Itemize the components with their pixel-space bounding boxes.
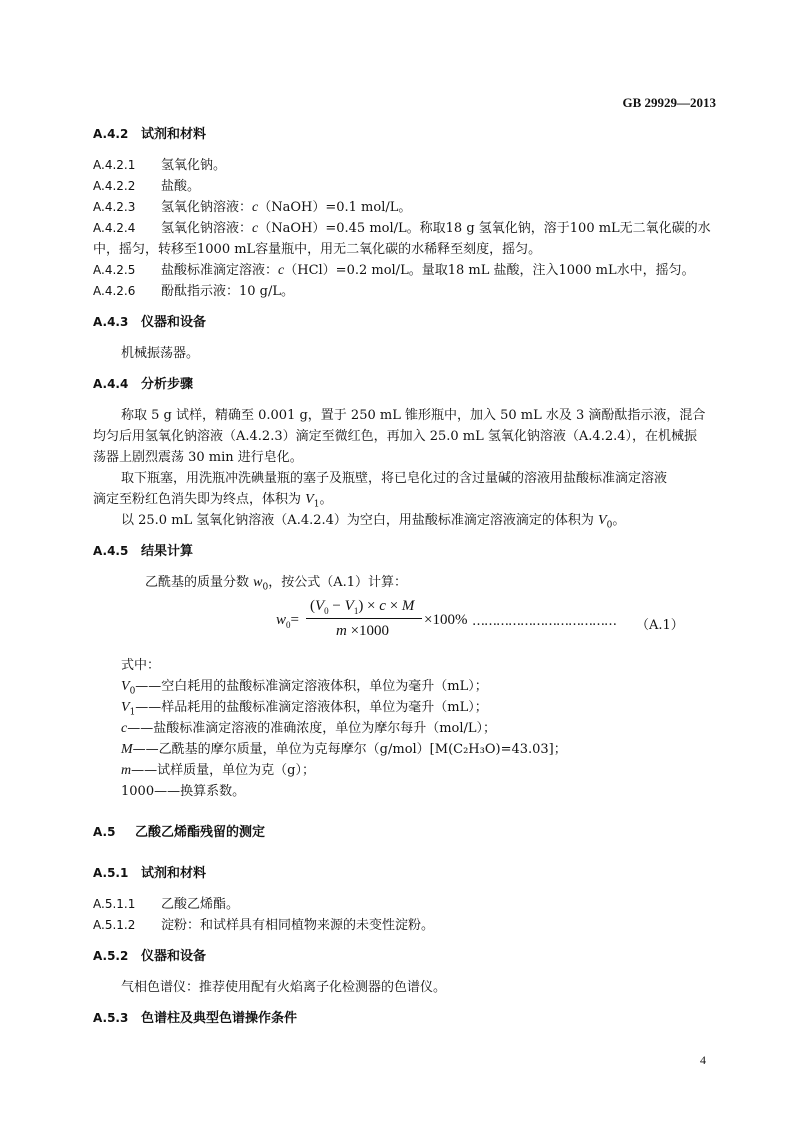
variable-c: c [252, 221, 259, 236]
gc-equipment-text: 气相色谱仪：推荐使用配有火焰离子化检测器的色谱仪。 [121, 980, 447, 995]
equals-sign: = [290, 612, 299, 628]
item-text: 酚酞指示液：10 g/L。 [161, 284, 295, 299]
section-number: A.4.5 [93, 544, 129, 558]
section-heading-a52 [93, 945, 206, 964]
definition: 样品耗用的盐酸标准滴定溶液体积，单位为毫升（mL）； [161, 700, 488, 715]
item-text: （NaOH）=0.1 mol/L。 [258, 200, 412, 215]
dash: —— [154, 784, 181, 799]
definition: 盐酸标准滴定溶液的准确浓度，单位为摩尔每升（mol/L）； [153, 721, 497, 736]
subscript: 1 [313, 499, 320, 510]
section-title: 色谱柱及典型色谱操作条件 [141, 1011, 298, 1026]
section-title: 试剂和材料 [141, 866, 207, 881]
procedure-line: 均匀后用氢氧化钠溶液（A.4.2.3）滴定至微红色，再加入 25.0 mL 氢氧化钠溶液（A.4.2.4），在机械振 [93, 429, 697, 444]
section-heading-a53 [93, 1007, 297, 1026]
dash: —— [127, 721, 154, 736]
where-label: 式中： [121, 658, 161, 673]
subscript: 0 [286, 620, 291, 630]
symbol: M [121, 742, 133, 757]
section-heading-a45 [93, 540, 193, 559]
subscript: 0 [606, 520, 613, 531]
symbol: m [121, 763, 132, 778]
item-number: A.5.1.2 [93, 918, 136, 932]
subscript: 0 [129, 686, 136, 697]
procedure-line: 称取 5 g 试样，精确至 0.001 g，置于 250 mL 锥形瓶中，加入 50 mL 水及 3 滴酚酞指示液，混合 [121, 408, 706, 423]
formula-numerator: $(V_0 - V_1) \times c \times M$ [310, 598, 415, 616]
section-heading-a51 [93, 862, 206, 881]
variable-v: V [598, 513, 607, 528]
section-heading-a42 [93, 123, 206, 142]
section-title: 乙酸乙烯酯残留的测定 [135, 825, 266, 840]
calc-intro [145, 571, 407, 593]
item-number: A.4.2.2 [93, 179, 136, 193]
dash: —— [131, 763, 158, 778]
item-a424-continued: 中，摇匀，转移至1000 mL容量瓶中，用无二氧化碳的水稀释至刻度，摇匀。 [93, 242, 542, 257]
subscript: 1 [129, 707, 136, 718]
item-number: A.5.1.1 [93, 897, 136, 911]
item-number: A.4.2.5 [93, 263, 136, 277]
definition: 试样质量，单位为克（g）； [157, 763, 315, 778]
item-a511 [93, 893, 239, 912]
item-a425 [93, 259, 695, 279]
section-title: 仪器和设备 [141, 949, 207, 964]
text: ，按公式（A.1）计算： [268, 575, 408, 590]
item-a422 [93, 175, 200, 194]
item-a426 [93, 280, 294, 299]
item-text: 盐酸。 [161, 179, 201, 194]
item-text: 盐酸标准滴定溶液： [161, 263, 279, 278]
variable-def-c [121, 717, 496, 737]
procedure-line [121, 509, 625, 531]
section-number: A.5.2 [93, 949, 129, 963]
formula-times-percent: ×100% [424, 612, 468, 628]
section-title: 仪器和设备 [141, 315, 207, 330]
item-a421 [93, 154, 226, 173]
text: 滴定至粉红色消失即为终点，体积为 [93, 492, 306, 507]
variable-c: c [252, 200, 259, 215]
leader-dots: ……………………………… [472, 614, 616, 629]
item-number: A.4.2.3 [93, 200, 136, 214]
section-number: A.4.4 [93, 377, 129, 391]
item-text: 乙酸乙烯酯。 [161, 897, 240, 912]
procedure-line: 荡器上剧烈震荡 30 min 进行皂化。 [93, 450, 303, 465]
section-number: A.4.3 [93, 315, 129, 329]
item-number: A.4.2.1 [93, 158, 136, 172]
page-number: 4 [700, 1053, 706, 1067]
section-heading-a43 [93, 311, 206, 330]
section-number: A.5 [93, 825, 116, 839]
variable-w: w [253, 575, 263, 590]
standard-number: GB 29929—2013 [622, 95, 716, 110]
symbol: V [121, 700, 130, 715]
item-text: 氢氧化钠溶液： [161, 221, 253, 236]
variable-def-v1 [121, 696, 488, 718]
variable-def-1000 [121, 780, 245, 799]
item-text: 氢氧化钠。 [161, 158, 227, 173]
dash: —— [135, 679, 162, 694]
item-number: A.4.2.6 [93, 284, 136, 298]
text: 。 [612, 513, 626, 528]
section-number: A.5.3 [93, 1011, 129, 1025]
variable-v: V [305, 492, 314, 507]
section-heading-a44 [93, 373, 193, 392]
section-number: A.5.1 [93, 866, 129, 880]
variable-def-m-mass [121, 759, 315, 779]
definition: 乙酰基的摩尔质量，单位为克每摩尔（g/mol）[M(C₂H₃O)=43.03]； [158, 742, 567, 757]
section-heading-a5 [93, 821, 265, 840]
formula-denominator: m ×1000 [336, 623, 390, 639]
formula-lhs [276, 612, 299, 630]
dash: —— [135, 700, 162, 715]
item-a424 [93, 217, 711, 237]
item-text: （NaOH）=0.45 mol/L。称取18 g 氢氧化钠，溶于100 mL无二氧化碳的水 [258, 221, 711, 236]
formula-label: （A.1） [636, 618, 684, 633]
item-a423 [93, 196, 411, 216]
text: 以 25.0 mL 氢氧化钠溶液（A.4.2.4）为空白，用盐酸标准滴定溶液滴定的体积为 [121, 513, 599, 528]
fraction-bar [306, 618, 422, 619]
item-text: 淀粉：和试样具有相同植物来源的未变性淀粉。 [161, 918, 435, 933]
definition: 空白耗用的盐酸标准滴定溶液体积，单位为毫升（mL）； [161, 679, 488, 694]
section-title: 结果计算 [141, 544, 194, 559]
definition: 换算系数。 [180, 784, 246, 799]
procedure-line [93, 488, 332, 510]
item-a512 [93, 914, 434, 933]
text: 。 [319, 492, 333, 507]
subscript: 0 [262, 582, 269, 593]
symbol: c [121, 721, 128, 736]
equipment-text: 机械振荡器。 [121, 346, 200, 361]
section-number: A.4.2 [93, 127, 129, 141]
variable-def-v0 [121, 675, 488, 697]
procedure-line: 取下瓶塞，用洗瓶冲洗碘量瓶的塞子及瓶壁，将已皂化过的含过量碱的溶液用盐酸标准滴定溶液 [121, 471, 668, 486]
text: 乙酰基的质量分数 [145, 575, 254, 590]
item-text: 氢氧化钠溶液： [161, 200, 253, 215]
section-title: 试剂和材料 [141, 127, 207, 142]
symbol: V [121, 679, 130, 694]
variable-w: w [276, 612, 287, 628]
dash: —— [132, 742, 159, 757]
variable-def-m-molar [121, 738, 567, 758]
item-text: （HCl）=0.2 mol/L。量取18 mL 盐酸，注入1000 mL水中，摇匀。 [284, 263, 695, 278]
item-number: A.4.2.4 [93, 221, 136, 235]
symbol: 1000 [121, 784, 155, 799]
section-title: 分析步骤 [141, 377, 194, 392]
variable-c: c [278, 263, 285, 278]
